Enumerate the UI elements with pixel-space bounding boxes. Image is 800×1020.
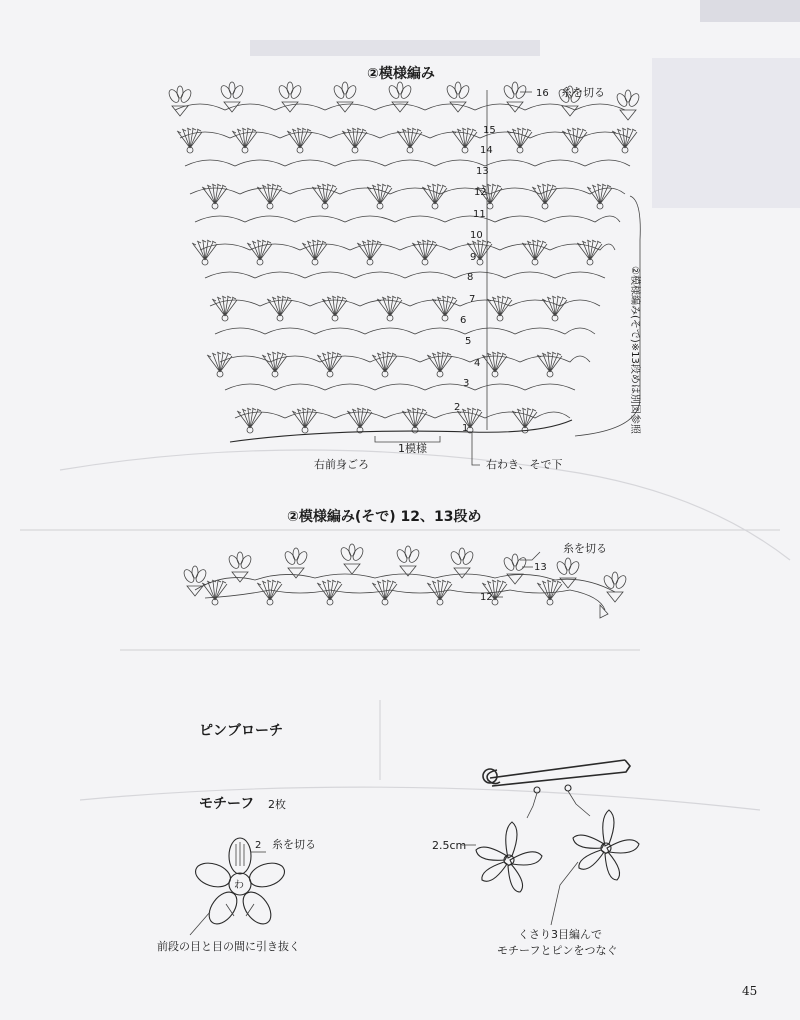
diagram1-cut-yarn: 糸を切る — [561, 86, 605, 99]
chain-note-line2: モチーフとピンをつなぐ — [497, 944, 618, 957]
left-body-label: 右前身ごろ — [314, 458, 369, 471]
row-label-1: 1 — [462, 423, 469, 434]
row-label-10: 10 — [470, 230, 483, 241]
row-label-12-sleeve: 12 — [480, 592, 493, 603]
row-label-12: 12 — [474, 187, 487, 198]
motif-row-2: 2 — [255, 840, 262, 851]
diagram2-title: ②模様編み(そで) 12、13段め — [287, 509, 482, 525]
repeat-label: 1模様 — [398, 442, 427, 455]
chain-note-line1: くさり3目編んで — [518, 928, 602, 941]
row-label-4: 4 — [474, 358, 481, 369]
row-label-16: 16 — [536, 88, 549, 99]
row-label-13: 13 — [476, 166, 489, 177]
brooch-title: ピンブローチ — [199, 723, 283, 739]
row-label-15: 15 — [483, 125, 496, 136]
row-label-6: 6 — [460, 315, 467, 326]
slip-stitch-note: 前段の目と目の間に引き抜く — [157, 940, 300, 953]
motif-title: モチーフ — [199, 796, 255, 812]
row-label-3: 3 — [463, 378, 470, 389]
diagram2-cut-yarn: 糸を切る — [563, 542, 607, 555]
side-note: ②模様編み(そで)※13段めは別図参照 — [629, 266, 640, 434]
motif-cut-yarn: 糸を切る — [272, 838, 316, 851]
row-label-9: 9 — [470, 252, 477, 263]
row-label-8: 8 — [467, 272, 474, 283]
diagram1-title: ②模様編み — [367, 66, 435, 82]
page-number: 45 — [742, 984, 758, 998]
right-side-label: 右わき、そで下 — [486, 458, 563, 471]
motif-center-label: わ — [234, 880, 244, 891]
row-label-14: 14 — [480, 145, 493, 156]
row-label-7: 7 — [469, 294, 476, 305]
row-label-13-sleeve: 13 — [534, 562, 547, 573]
row-label-2: 2 — [454, 402, 461, 413]
motif-count: 2枚 — [268, 798, 286, 811]
row-label-5: 5 — [465, 336, 472, 347]
size-label: 2.5cm — [432, 839, 467, 852]
row-label-11: 11 — [473, 209, 486, 220]
